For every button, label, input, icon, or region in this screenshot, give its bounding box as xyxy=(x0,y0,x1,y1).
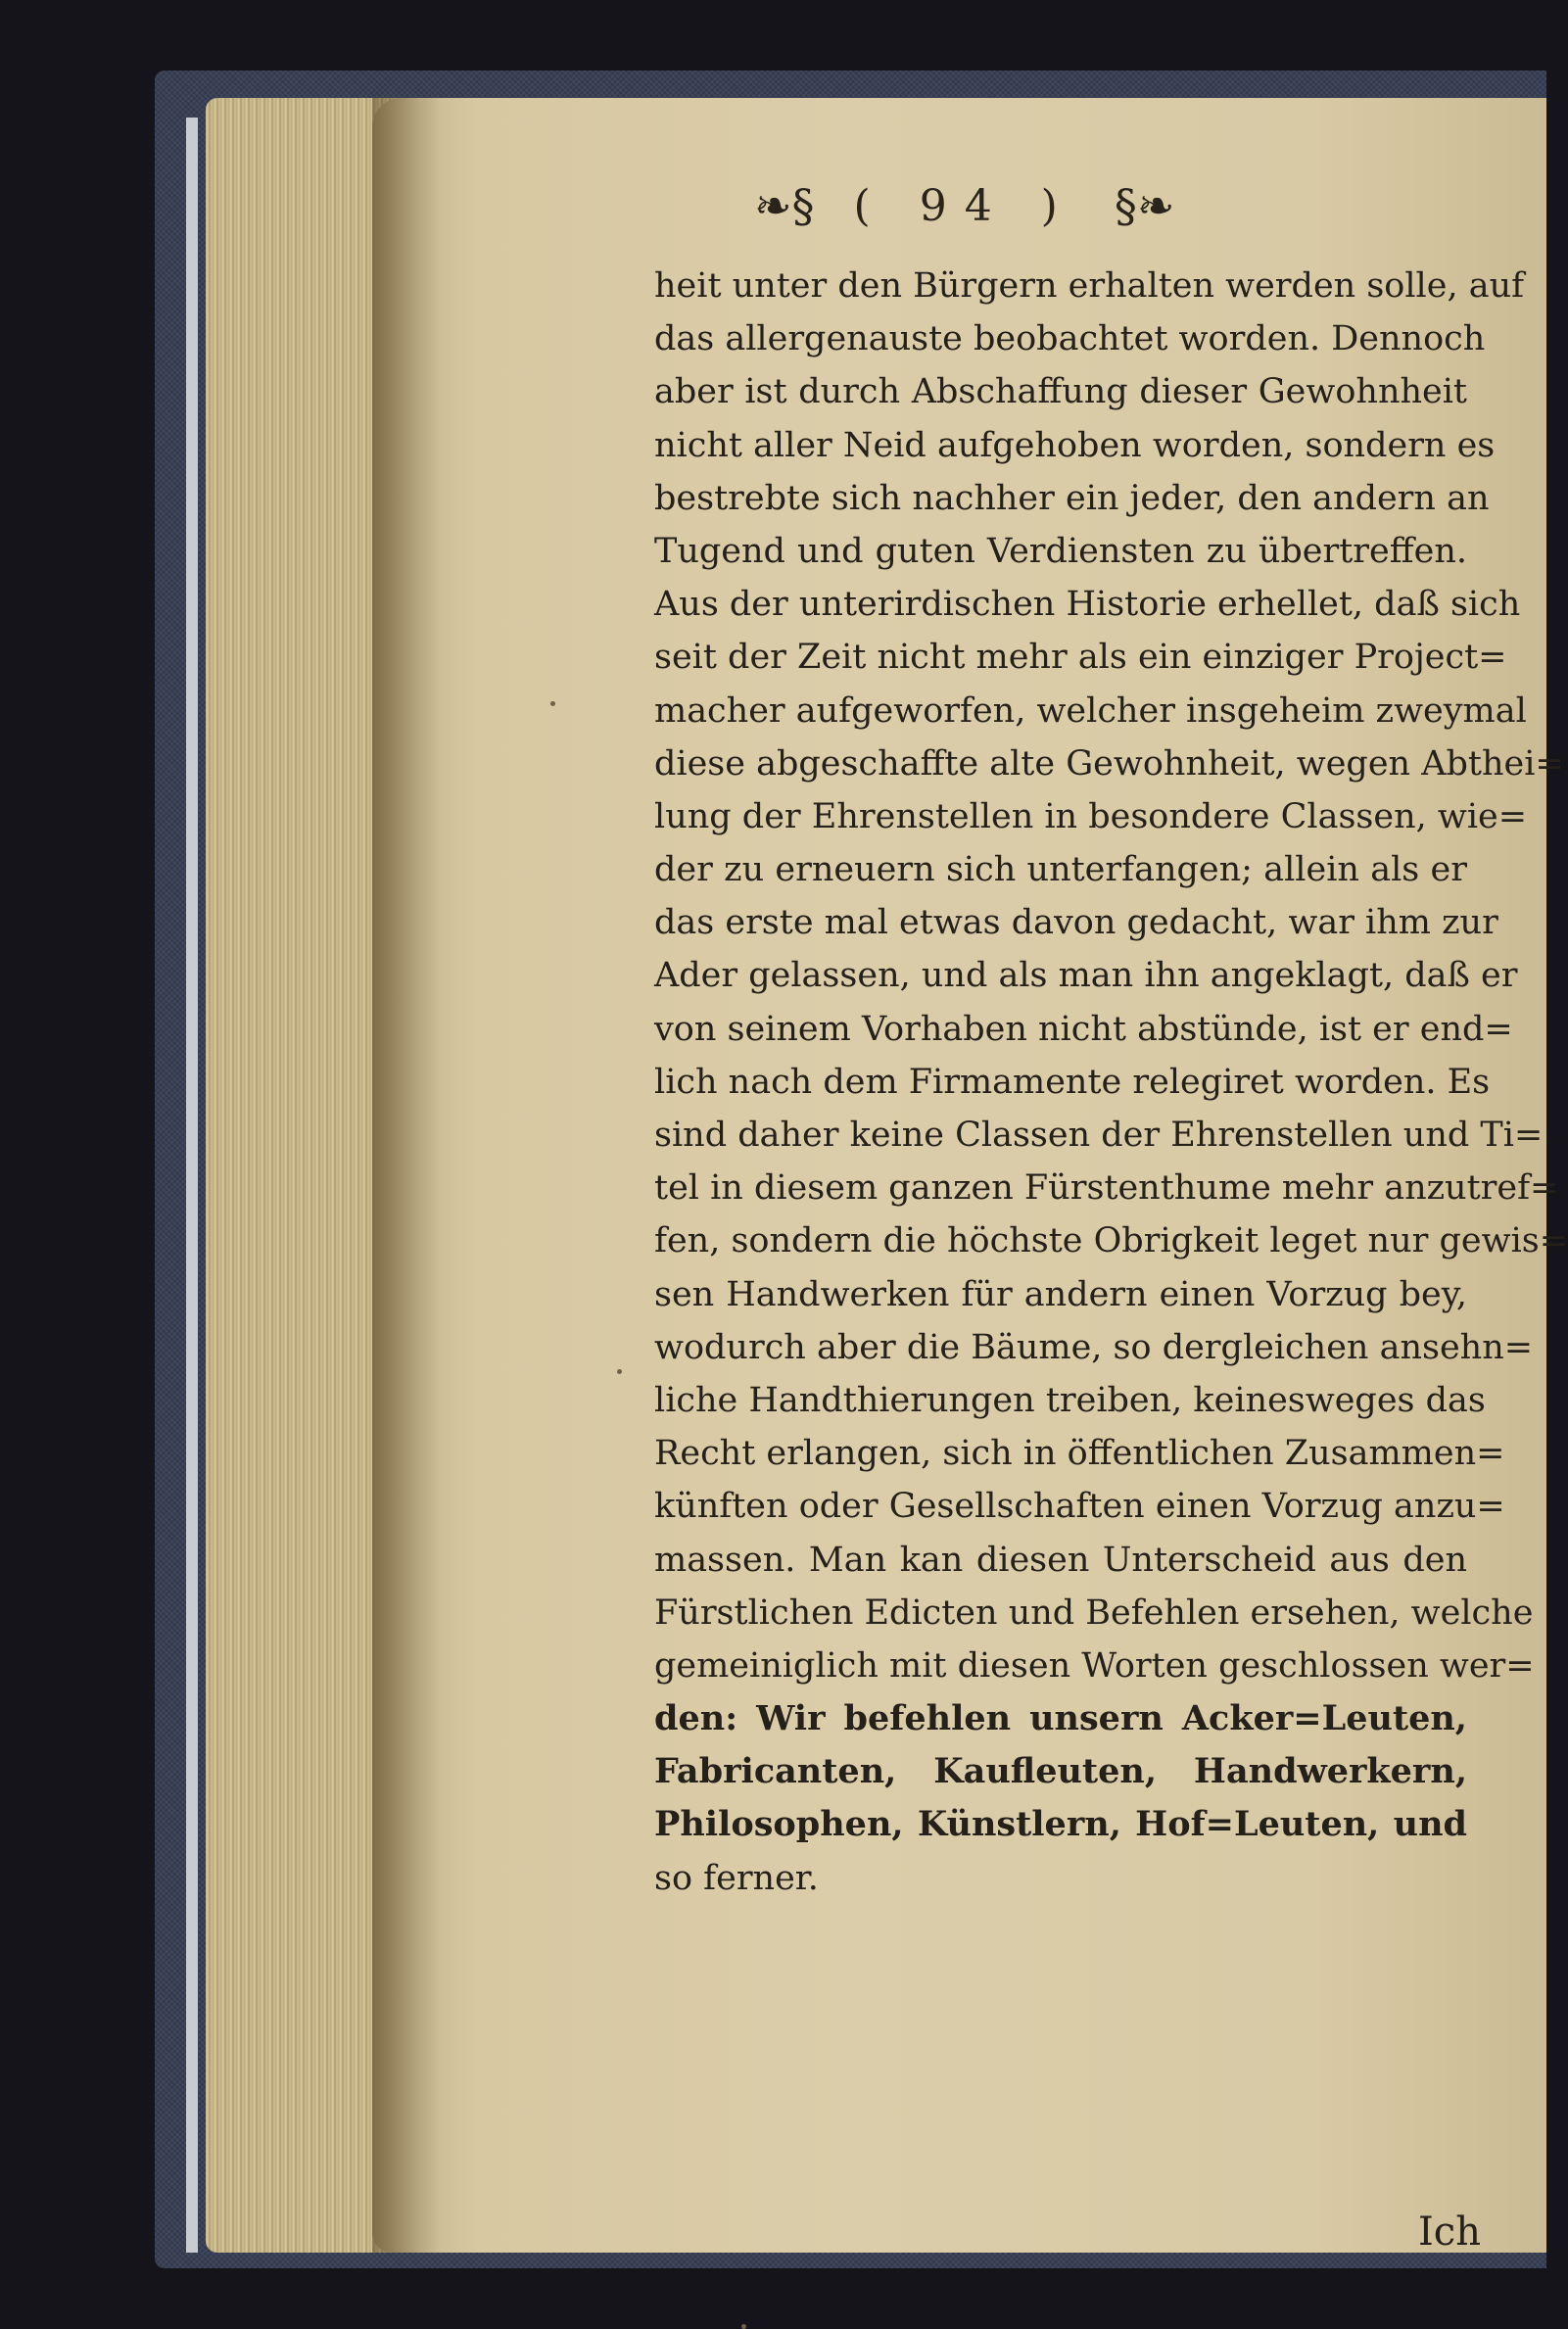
text-line: Tugend und guten Verdiensten zu übertreffen. xyxy=(654,531,1467,571)
text-line: Aus der unterirdischen Historie erhellet, daß sich xyxy=(654,585,1521,625)
text-line: seit der Zeit nicht mehr als ein einziger Project= xyxy=(654,638,1507,678)
page-header xyxy=(754,171,1322,240)
text-line: Ader gelassen, und als man ihn angeklagt, daß er xyxy=(654,956,1518,996)
cover-edge xyxy=(186,118,198,2253)
text-line: macher aufgeworfen, welcher insgeheim zweymal xyxy=(654,690,1527,731)
text-line: das erste mal etwas davon gedacht, war ihm zur xyxy=(654,903,1498,943)
body-text xyxy=(654,260,1568,1905)
right-ornament: §❧ xyxy=(1114,179,1175,232)
gutter-shadow xyxy=(372,98,441,2253)
text-line: bestrebte sich nachher ein jeder, den andern an xyxy=(654,478,1490,518)
paper-speck xyxy=(741,2324,746,2329)
text-line: wodurch aber die Bäume, so dergleichen ansehn= xyxy=(654,1327,1534,1367)
text-line: gemeiniglich mit diesen Worten geschlossen wer= xyxy=(654,1645,1535,1686)
text-line: fen, sondern die höchste Obrigkeit leget nur gewis= xyxy=(654,1221,1568,1261)
text-line: von seinem Vorhaben nicht abstünde, ist er end= xyxy=(654,1009,1513,1049)
text-line: Fabricanten, Kaufleuten, Handwerkern, xyxy=(654,1751,1467,1792)
text-line: tel in diesem ganzen Fürstenthume mehr anzutref= xyxy=(654,1168,1559,1209)
text-line: den: Wir befehlen unsern Acker=Leuten, xyxy=(654,1698,1467,1739)
text-line: nicht aller Neid aufgehoben worden, sondern es xyxy=(654,425,1496,465)
text-line: liche Handthierungen treiben, keinesweges das xyxy=(654,1380,1486,1420)
text-line: sind daher keine Classen der Ehrenstellen und Ti= xyxy=(654,1116,1544,1155)
text-line: diese abgeschaffte alte Gewohnheit, wegen Abthei= xyxy=(654,743,1564,784)
text-line: Recht erlangen, sich in öffentlichen Zusammen= xyxy=(654,1434,1505,1474)
text-line: sen Handwerken für andern einen Vorzug bey, xyxy=(654,1274,1467,1314)
text-line: der zu erneuern sich unterfangen; allein als er xyxy=(654,850,1467,890)
text-line: Fürstlichen Edicten und Befehlen ersehen, welche xyxy=(654,1592,1534,1633)
text-line: so ferner. xyxy=(654,1858,819,1898)
paper-speck xyxy=(617,1369,622,1374)
text-line: massen. Man kan diesen Unterscheid aus den xyxy=(654,1540,1467,1580)
text-line: Philosophen, Künstlern, Hof=Leuten, und xyxy=(654,1804,1467,1845)
text-line: lung der Ehrenstellen in besondere Classen, wie= xyxy=(654,796,1528,836)
catchword: Ich xyxy=(1418,2210,1481,2255)
text-line: heit unter den Bürgern erhalten werden solle, auf xyxy=(654,266,1525,306)
text-line: künften oder Gesellschaften einen Vorzug anzu= xyxy=(654,1487,1505,1527)
page-number: ( 94 ) xyxy=(853,180,1075,231)
text-line: das allergenauste beobachtet worden. Dennoch xyxy=(654,319,1486,359)
text-line: aber ist durch Abschaffung dieser Gewohnheit xyxy=(654,372,1467,412)
left-ornament: ❧§ xyxy=(754,179,815,232)
paper-speck xyxy=(550,701,555,706)
text-line: lich nach dem Firmamente relegiret worden. Es xyxy=(654,1062,1491,1102)
